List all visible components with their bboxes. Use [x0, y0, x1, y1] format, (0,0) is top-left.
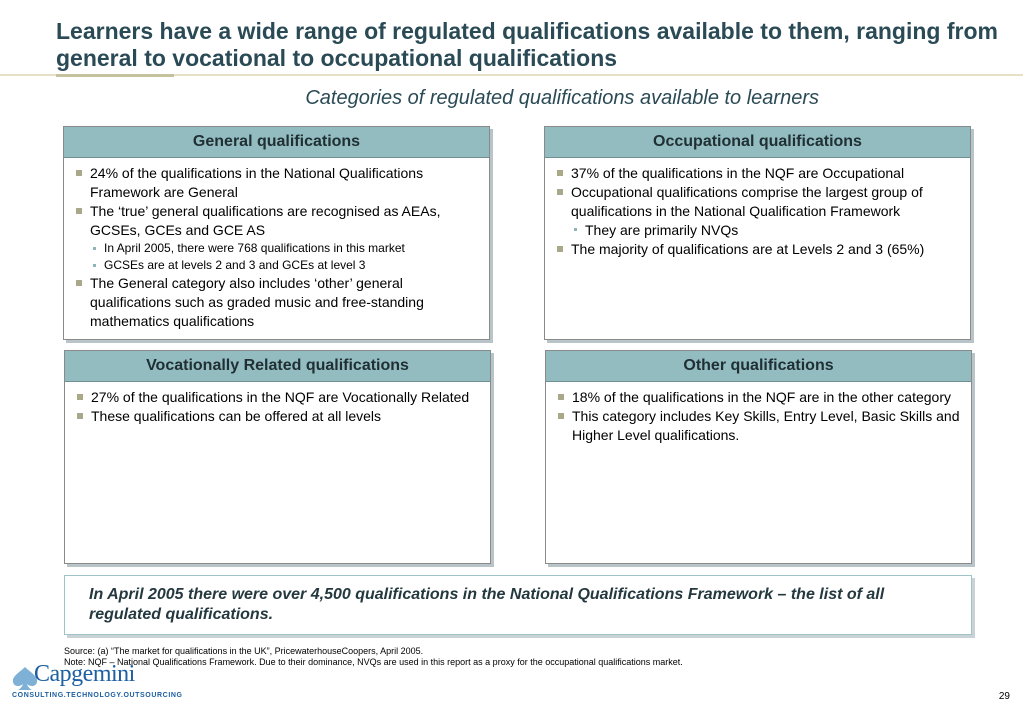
panel-vocationally-related-qualifications: [64, 350, 491, 564]
bullet-item: 37% of the qualifications in the NQF are Occupational: [555, 164, 960, 183]
slide-title: Learners have a wide range of regulated qualifications available to them, ranging from general to vocational to occupational qualifications: [56, 18, 998, 71]
logo-tagline: CONSULTING.TECHNOLOGY.OUTSOURCING: [12, 692, 183, 699]
panel-heading: Vocationally Related qualifications: [65, 351, 490, 382]
title-divider-accent: [56, 74, 174, 77]
page-number: 29: [998, 691, 1010, 702]
panel-general-qualifications: [63, 126, 490, 340]
bullet-item: 27% of the qualifications in the NQF are Vocationally Related: [75, 388, 480, 407]
slide-subtitle: Categories of regulated qualifications available to learners: [305, 87, 819, 109]
source-line: Source: (a) “The market for qualifications in the UK”, PricewaterhouseCoopers, April 2005.: [64, 646, 424, 656]
note-line: Note: NQF – National Qualifications Framework. Due to their dominance, NVQs are used in this report as a proxy for the occupational qualifications market.: [64, 657, 683, 667]
bullet-item: The General category also includes ‘other’ general qualifications such as graded music and free-standing mathematics qualifications: [74, 274, 479, 331]
sub-bullet-item: GCSEs are at levels 2 and 3 and GCEs at level 3: [74, 257, 479, 274]
sub-bullet-item: In April 2005, there were 768 qualifications in this market: [74, 240, 479, 257]
panel-occupational-qualifications: [544, 126, 971, 340]
bullet-list: [74, 164, 479, 331]
bullet-item: 18% of the qualifications in the NQF are in the other category: [556, 388, 961, 407]
sub-bullet-item: They are primarily NVQs: [555, 221, 960, 240]
capgemini-logo: [10, 661, 183, 703]
bullet-list: [555, 164, 960, 259]
panel-other-qualifications: [545, 350, 972, 564]
bullet-list: [556, 388, 961, 445]
bullet-item: 24% of the qualifications in the National Qualifications Framework are General: [74, 164, 479, 202]
logo-wordmark: Capgemini: [34, 661, 135, 687]
panel-heading: Other qualifications: [546, 351, 971, 382]
panel-heading: Occupational qualifications: [545, 127, 970, 158]
bullet-item: The ‘true’ general qualifications are recognised as AEAs, GCSEs, GCEs and GCE AS: [74, 202, 479, 240]
bullet-list: [75, 388, 480, 426]
source-notes: [64, 646, 964, 668]
bullet-item: This category includes Key Skills, Entry Level, Basic Skills and Higher Level qualifications.: [556, 407, 961, 445]
bullet-item: Occupational qualifications comprise the largest group of qualifications in the National Qualification Framework: [555, 183, 960, 221]
bullet-item: The majority of qualifications are at Levels 2 and 3 (65%): [555, 240, 960, 259]
bullet-item: These qualifications can be offered at all levels: [75, 407, 480, 426]
panel-heading: General qualifications: [64, 127, 489, 158]
key-takeaway-callout: In April 2005 there were over 4,500 qualifications in the National Qualifications Framework – the list of all regulated qualifications.: [64, 575, 972, 635]
